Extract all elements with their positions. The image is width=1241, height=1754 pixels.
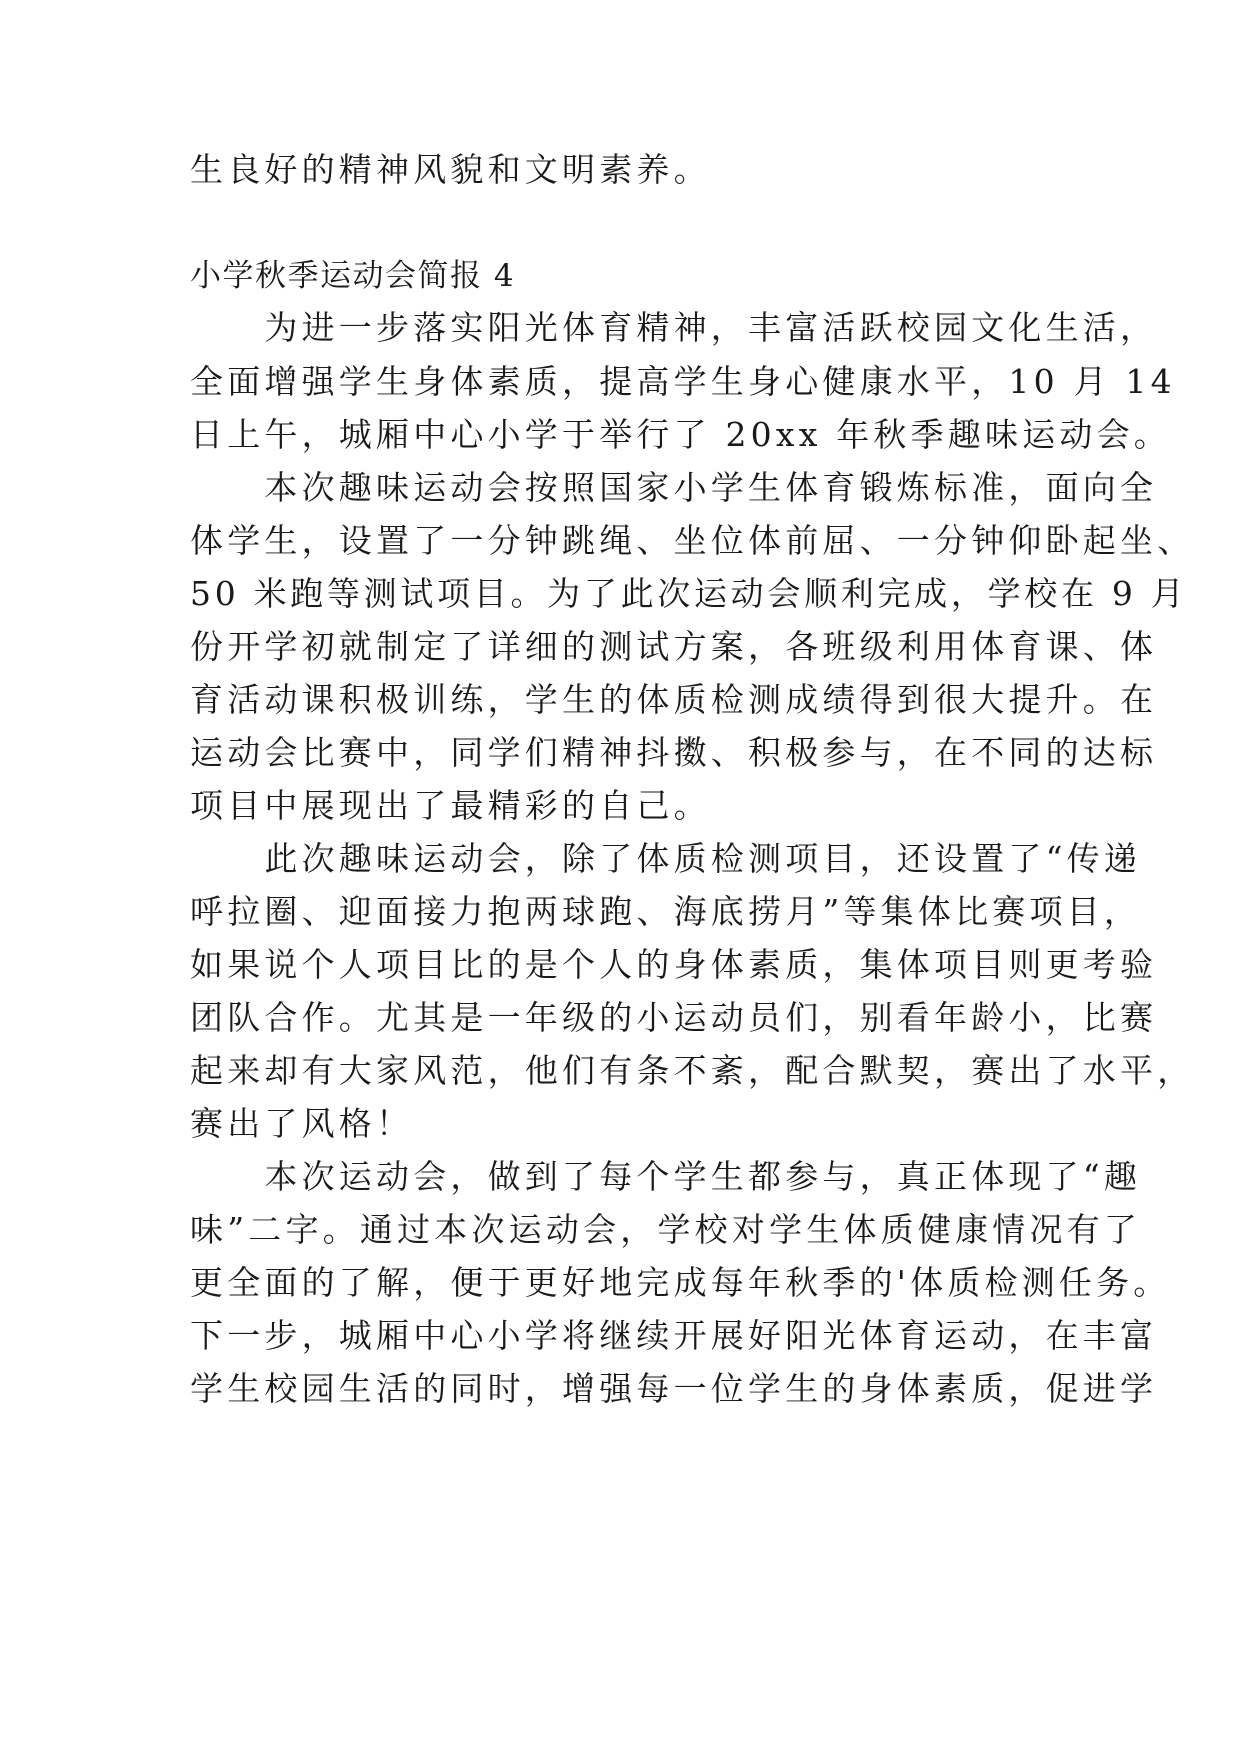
text-line-10: 项目中展现出了最精彩的自己。 (190, 786, 711, 825)
text-line-4: 本次趣味运动会按照国家小学生体育锻炼标准，面向全 (190, 468, 1158, 507)
text-line-17: 本次运动会，做到了每个学生都参与，真正体现了“趣 (190, 1157, 1142, 1196)
text-line-18: 味”二字。通过本次运动会，学校对学生体质健康情况有了 (190, 1210, 1142, 1249)
text-line-3: 日上午，城厢中心小学于举行了 20xx 年秋季趣味运动会。 (190, 415, 1171, 454)
text-line-8: 育活动课积极训练，学生的体质检测成绩得到很大提升。在 (190, 680, 1158, 719)
text-line-2: 全面增强学生身体素质，提高学生身心健康水平，10 月 14 (190, 362, 1176, 401)
text-line-15: 起来却有大家风范，他们有条不紊，配合默契，赛出了水平， (190, 1051, 1195, 1090)
text-line-11: 此次趣味运动会，除了体质检测项目，还设置了“传递 (190, 839, 1142, 878)
text-line-13: 如果说个人项目比的是个人的身体素质，集体项目则更考验 (190, 945, 1158, 984)
section-title: 小学秋季运动会简报 4 (190, 258, 516, 294)
text-line-21: 学生校园生活的同时，增强每一位学生的身体素质，促进学 (190, 1369, 1158, 1408)
text-line-9: 运动会比赛中，同学们精神抖擞、积极参与，在不同的达标 (190, 733, 1158, 772)
text-line-20: 下一步，城厢中心小学将继续开展好阳光体育运动，在丰富 (190, 1316, 1158, 1355)
text-line-5: 体学生，设置了一分钟跳绳、坐位体前屈、一分钟仰卧起坐、 (190, 521, 1195, 560)
text-line-6: 50 米跑等测试项目。为了此次运动会顺利完成，学校在 9 月 (190, 574, 1188, 613)
text-line-16: 赛出了风格！ (190, 1104, 414, 1143)
text-line-12: 呼拉圈、迎面接力抱两球跑、海底捞月”等集体比赛项目， (190, 892, 1142, 931)
text-line-7: 份开学初就制定了详细的测试方案，各班级利用体育课、体 (190, 627, 1158, 666)
text-line-1: 为进一步落实阳光体育精神，丰富活跃校园文化生活， (190, 308, 1158, 347)
intro-tail-line: 生良好的精神风貌和文明素养。 (190, 150, 711, 189)
text-line-14: 团队合作。尤其是一年级的小运动员们，别看年龄小，比赛 (190, 998, 1158, 1037)
text-line-19: 更全面的了解，便于更好地完成每年秋季的'体质检测任务。 (190, 1263, 1171, 1302)
